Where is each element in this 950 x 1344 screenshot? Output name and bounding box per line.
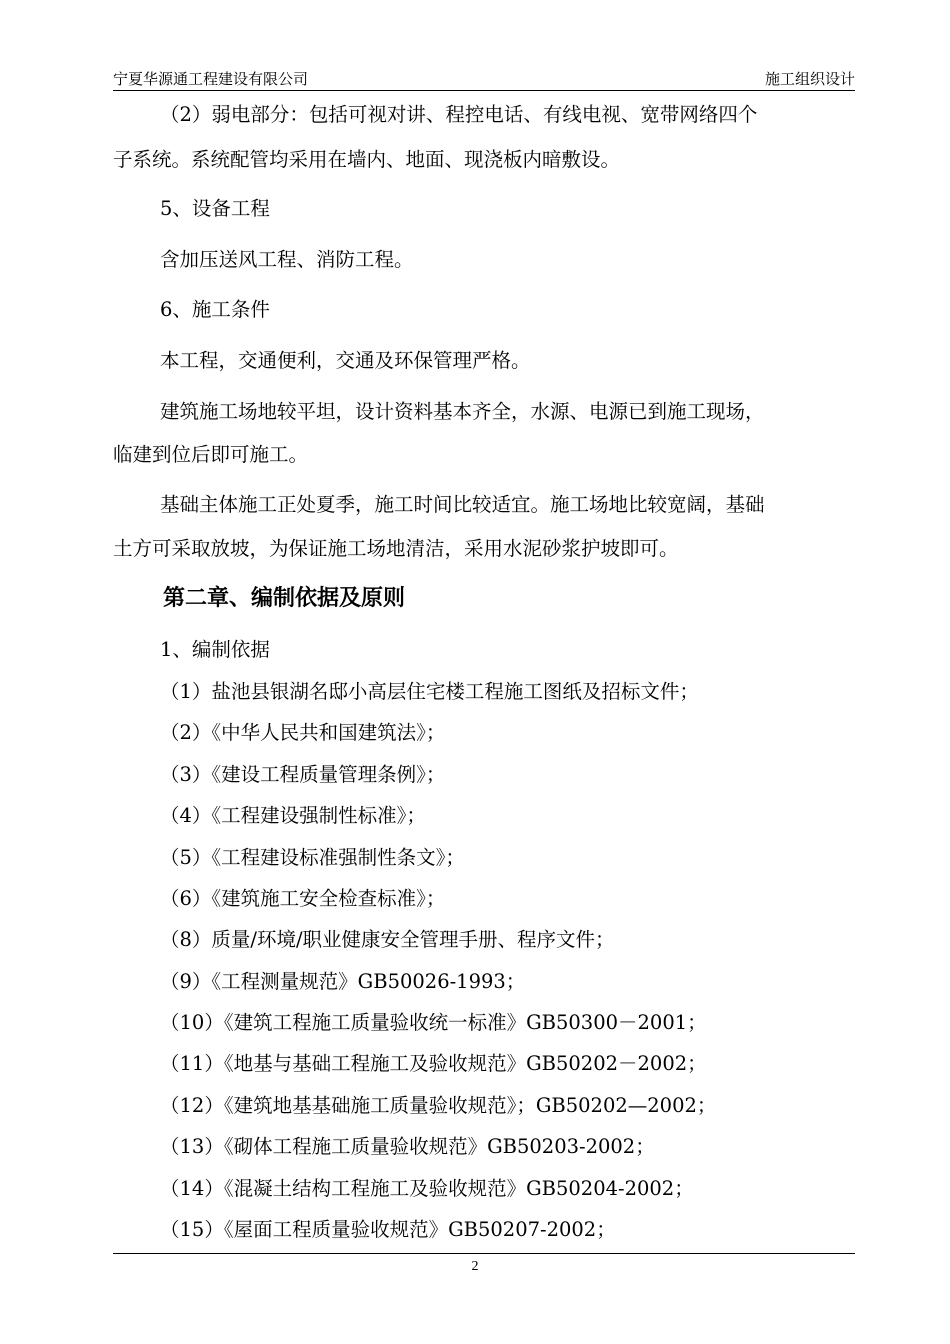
basis-heading: 1、编制依据 [160,638,270,661]
basis-item: （13）《砌体工程施工质量验收规范》GB50203-2002； [160,1135,655,1158]
document-title: 施工组织设计 [764,70,855,88]
conditions-paragraph-2-line2: 临建到位后即可施工。 [113,443,309,466]
conditions-paragraph-1: 本工程，交通便利，交通及环保管理严格。 [160,349,531,372]
conditions-paragraph-3-line1: 基础主体施工正处夏季，施工时间比较适宜。施工场地比较宽阔，基础 [160,493,765,516]
basis-item: （1）盐池县银湖名邸小高层住宅楼工程施工图纸及招标文件； [160,680,699,703]
basis-item: （3）《建设工程质量管理条例》； [160,763,446,786]
conditions-paragraph-3-line2: 土方可采取放坡，为保证施工场地清洁，采用水泥砂浆护坡即可。 [113,537,679,560]
basis-item: （11）《地基与基础工程施工及验收规范》GB50202－2002； [160,1052,707,1075]
basis-item: （5）《工程建设标准强制性条文》； [160,846,465,869]
basis-item: （12）《建筑地基基础施工质量验收规范》；GB50202—2002； [160,1094,717,1117]
weak-current-paragraph-line1: （2）弱电部分：包括可视对讲、程控电话、有线电视、宽带网络四个 [160,103,758,126]
page-header [113,68,855,91]
basis-item: （8）质量/环境/职业健康安全管理手册、程序文件； [160,928,615,951]
conditions-heading: 6、施工条件 [160,298,270,321]
basis-item: （4）《工程建设强制性标准》； [160,804,426,827]
equipment-text: 含加压送风工程、消防工程。 [160,248,414,271]
chapter-title: 第二章、编制依据及原则 [163,586,406,611]
basis-item: （14）《混凝土结构工程施工及验收规范》GB50204-2002； [160,1177,694,1200]
basis-item: （15）《屋面工程质量验收规范》GB50207-2002； [160,1218,616,1241]
footer-divider [113,1253,855,1254]
conditions-paragraph-2-line1: 建筑施工场地较平坦，设计资料基本齐全，水源、电源已到施工现场， [160,400,765,423]
basis-item: （6）《建筑施工安全检查标准》； [160,887,446,910]
page-number: 2 [471,1259,479,1274]
company-name: 宁夏华源通工程建设有限公司 [113,70,309,88]
equipment-heading: 5、设备工程 [160,197,270,220]
basis-item: （9）《工程测量规范》GB50026-1993； [160,970,526,993]
basis-item: （10）《建筑工程施工质量验收统一标准》GB50300－2001； [160,1011,707,1034]
basis-item: （2）《中华人民共和国建筑法》； [160,721,446,744]
weak-current-paragraph-line2: 子系统。系统配管均采用在墙内、地面、现浇板内暗敷设。 [113,148,621,171]
